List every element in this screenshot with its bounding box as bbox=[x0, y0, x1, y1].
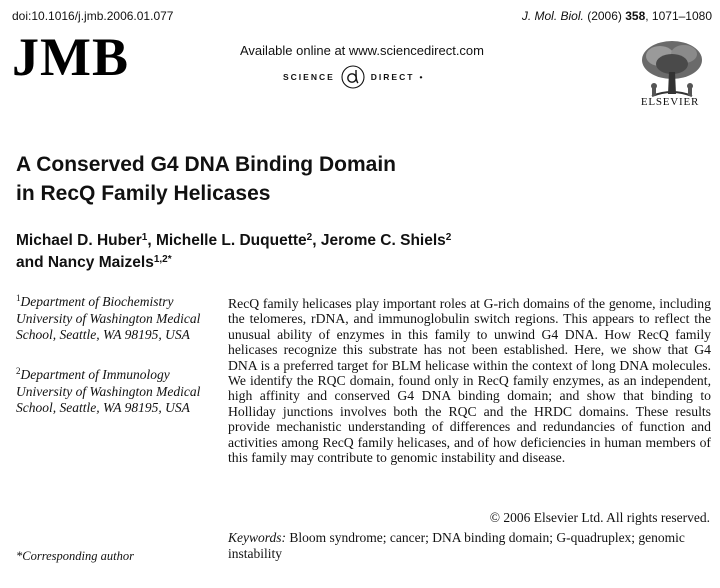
title-line: A Conserved G4 DNA Binding Domain bbox=[16, 153, 396, 176]
author-list bbox=[16, 230, 656, 274]
sciencedirect-at-icon bbox=[340, 64, 366, 90]
author-line bbox=[16, 230, 656, 252]
title-line: in RecQ Family Helicases bbox=[16, 182, 271, 205]
journal-logo: JMB bbox=[12, 27, 129, 87]
author-affil-sup: 1 bbox=[141, 232, 148, 243]
author-sep: , bbox=[147, 232, 156, 249]
author-name: and Nancy Maizels bbox=[16, 254, 154, 271]
elsevier-tree-icon bbox=[632, 38, 712, 100]
author-line bbox=[16, 252, 656, 274]
author-sep: , bbox=[312, 232, 321, 249]
copyright-line: © 2006 Elsevier Ltd. All rights reserved. bbox=[489, 510, 710, 525]
keywords-text: Bloom syndrome; cancer; DNA binding domain; G-quadruplex; genomic instability bbox=[228, 530, 685, 561]
author-affil-sup: 2 bbox=[445, 232, 452, 243]
abstract-text: RecQ family helicases play important roles at G-rich domains of the genome, including the telomeres, rDNA, and immunoglobulin switch regions. This appears to reflect the unusual ability of enzymes in this family to unwind G4 DNA. How RecQ family helicases recognize this substrate has not been established. Here, we show that G4 DNA is a preferred target for BLM helicase within the context of long DNA molecules. We identify the RQC domain, found only in RecQ family enzymes, as an independent, high affinity and conserved G4 DNA binding domain; and show that binding to Holliday junctions involves both the RQC and the HRDC domains. These results provide mechanistic understanding of differences and redundancies of function and activities among RecQ family helicases, and of how deficiencies in human members of this family may contribute to genomic instability and disease. bbox=[228, 296, 711, 466]
sciencedirect-left: SCIENCE bbox=[283, 72, 335, 82]
affiliation bbox=[16, 367, 206, 417]
sciencedirect-bullet-icon: • bbox=[419, 72, 423, 82]
affiliation-sup: 2 bbox=[16, 366, 21, 376]
sciencedirect-right: DIRECT bbox=[370, 72, 415, 82]
affiliation-sup: 1 bbox=[16, 293, 21, 303]
affiliation-text: Department of Biochemistry University of Washington Medical School, Seattle, WA 98195, USA bbox=[16, 294, 201, 342]
doi-text: doi:10.1016/j.jmb.2006.01.077 bbox=[12, 9, 174, 23]
citation-year: (2006) bbox=[587, 9, 622, 23]
author-name: Michelle L. Duquette bbox=[155, 232, 307, 249]
author-affil-sup: 1,2* bbox=[153, 254, 172, 265]
author-affil-sup: 2 bbox=[306, 232, 313, 243]
citation-volume: 358 bbox=[625, 9, 646, 23]
article-title bbox=[16, 150, 576, 208]
keywords-label: Keywords: bbox=[228, 530, 286, 545]
sciencedirect-logo bbox=[283, 64, 483, 90]
affiliation-text: Department of Immunology University of Washington Medical School, Seattle, WA 98195, USA bbox=[16, 367, 201, 415]
journal-citation bbox=[522, 9, 712, 23]
author-name: Jerome C. Shiels bbox=[320, 232, 446, 249]
affiliation bbox=[16, 294, 206, 344]
journal-abbrev: J. Mol. Biol. bbox=[521, 9, 584, 23]
author-name: Michael D. Huber bbox=[16, 232, 142, 249]
publisher-name: ELSEVIER bbox=[640, 96, 700, 108]
corresponding-author-note: *Corresponding author bbox=[16, 549, 134, 563]
citation-pages: , 1071–1080 bbox=[645, 9, 712, 23]
available-online-text: Available online at www.sciencedirect.com bbox=[240, 43, 484, 58]
keywords bbox=[228, 530, 711, 562]
